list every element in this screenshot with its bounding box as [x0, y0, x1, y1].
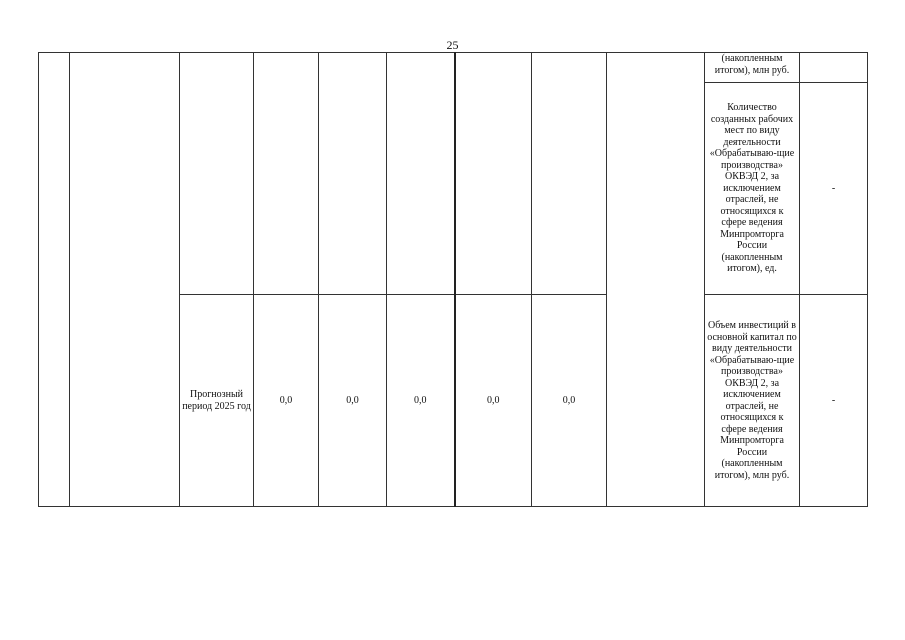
indicator-cell: Объем инвестиций в основной капитал по виду деятельности «Обрабатываю-щие производства» ОКВЭД 2, за исключением отраслей, не относящихся к сфере ведения Минпромторга России (накопленным итогом), млн руб. — [705, 295, 800, 507]
table-cell-value — [532, 53, 607, 295]
table-cell-number — [39, 53, 70, 507]
indicator-cell: (накопленным итогом), млн руб. — [705, 53, 800, 83]
value-cell: 0,0 — [532, 295, 607, 507]
table-cell-value — [455, 53, 532, 295]
value-cell: 0,0 — [319, 295, 387, 507]
table-cell-executor — [607, 53, 705, 507]
table-cell-name — [70, 53, 180, 507]
table-row — [39, 53, 868, 83]
table-cell-value — [319, 53, 387, 295]
table-cell-period — [180, 53, 254, 295]
indicator-cell: Количество созданных рабочих мест по виду деятельности «Обрабатываю-щие производства» ОКВЭД 2, за исключением отраслей, не относящихся к сфере ведения Минпромторга России (накопленным итогом), ед. — [705, 83, 800, 295]
value-cell: 0,0 — [254, 295, 319, 507]
indicator-value-cell: - — [800, 83, 868, 295]
page-number: 25 — [446, 38, 459, 52]
table-cell-value — [254, 53, 319, 295]
indicator-value-cell: - — [800, 295, 868, 507]
value-cell: 0,0 — [455, 295, 532, 507]
indicator-value-cell — [800, 53, 868, 83]
value-cell: 0,0 — [387, 295, 455, 507]
data-table — [38, 52, 868, 507]
table-cell-value — [387, 53, 455, 295]
period-cell: Прогнозный период 2025 год — [180, 295, 254, 507]
